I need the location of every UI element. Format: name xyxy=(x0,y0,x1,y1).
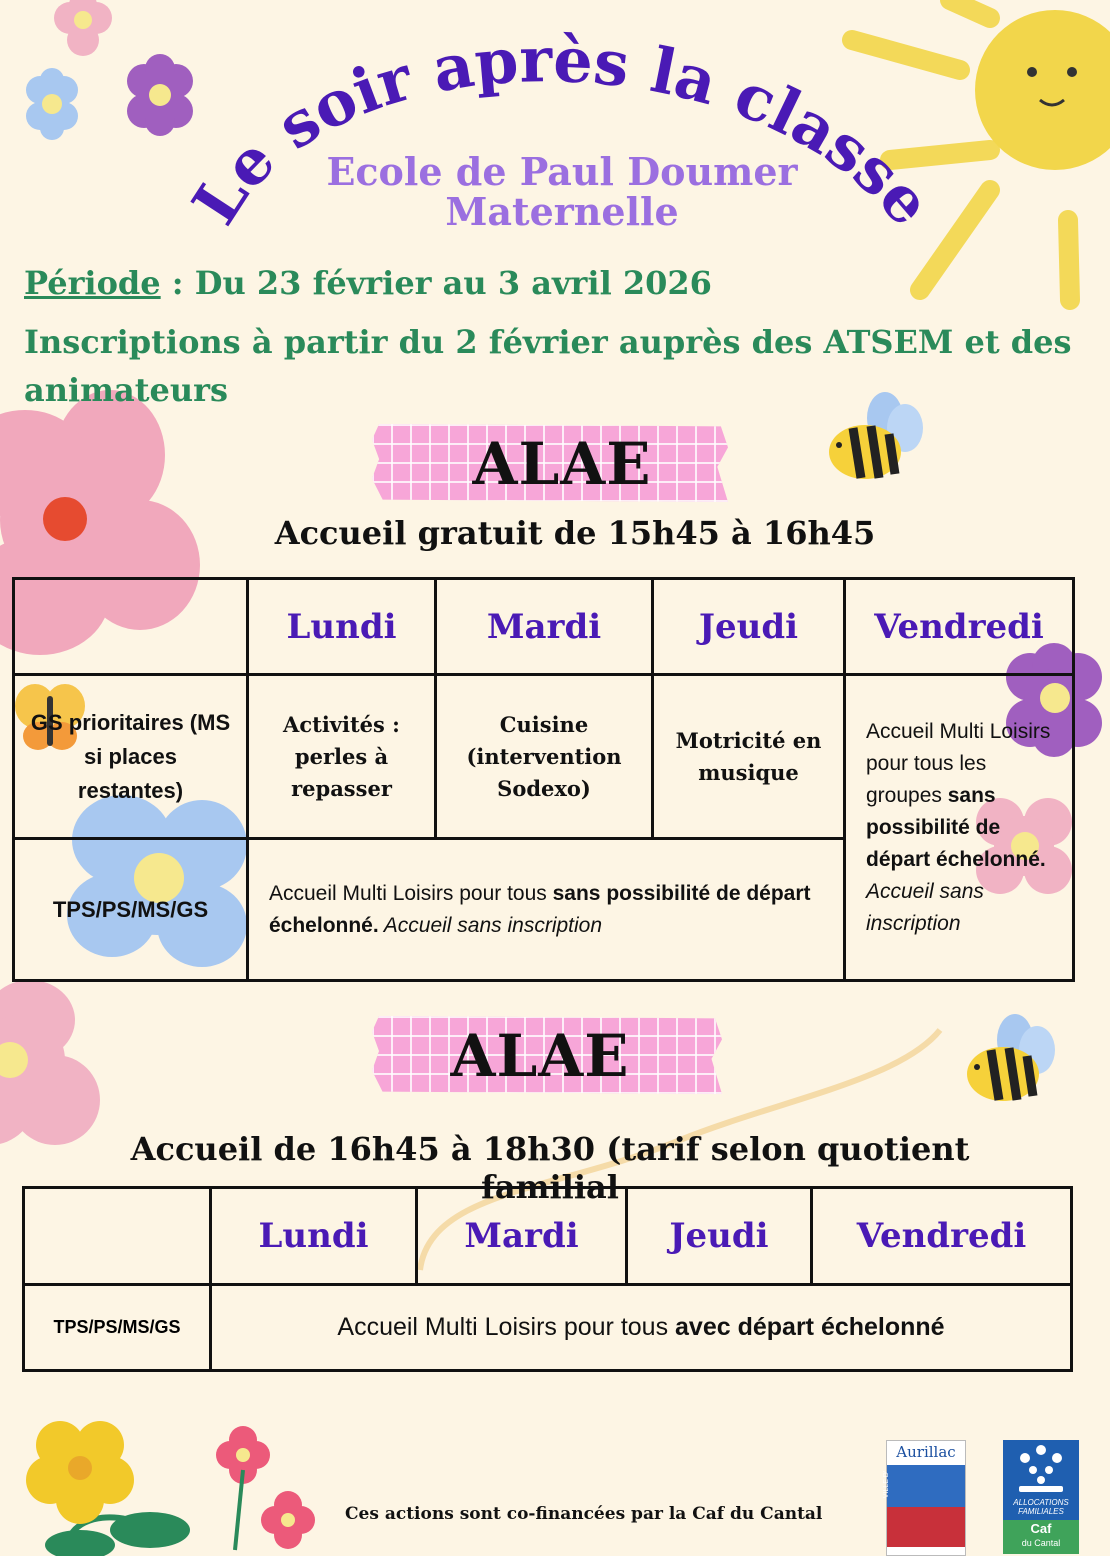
row-activity-2-bold: avec départ échelonné xyxy=(675,1313,945,1341)
section2-title: ALAE xyxy=(450,1022,630,1090)
day-header-lundi-2: Lundi xyxy=(211,1188,417,1285)
day-header-jeudi: Jeudi xyxy=(653,579,845,675)
caf-logo-line3: Caf xyxy=(1030,1521,1052,1536)
aurillac-logo xyxy=(883,1440,966,1556)
row2-text xyxy=(249,878,843,942)
row-label-gs-prioritaires xyxy=(14,675,248,839)
day-header-jeudi-2: Jeudi xyxy=(627,1188,812,1285)
vendredi-text xyxy=(846,716,1072,940)
period-label: Période xyxy=(24,264,161,302)
flower-pink-left-lower xyxy=(0,980,100,1150)
caf-logo xyxy=(1003,1440,1079,1554)
school-name xyxy=(262,149,862,234)
activity-jeudi xyxy=(653,675,845,839)
caf-logo-line1: ALLOCATIONS xyxy=(1013,1498,1069,1507)
row-label-tps-2: TPS/PS/MS/GS xyxy=(24,1285,211,1371)
schedule-table-2 xyxy=(22,1186,1073,1372)
vendredi-text-bold: sans possibilité de départ échelonné. xyxy=(866,783,1046,871)
row-activity-2-text: Accueil Multi Loisirs pour tous xyxy=(337,1313,676,1341)
school-name-line1: Ecole de Paul Doumer xyxy=(326,149,798,194)
row2-text-italic: Accueil sans inscription xyxy=(378,913,603,937)
row-label-gs-text: GS prioritaires (MS si places restantes) xyxy=(30,709,231,803)
row2-activity xyxy=(248,839,845,981)
activity-jeudi-text: Motricité en musique xyxy=(675,727,822,785)
caf-logo-line4: du Cantal xyxy=(1021,1538,1061,1548)
caf-logo-green-band xyxy=(1003,1520,1079,1554)
row2-text-a: Accueil Multi Loisirs pour tous xyxy=(269,881,553,905)
activity-vendredi xyxy=(845,675,1074,981)
vendredi-text-a: Accueil Multi Loisirs pour tous les groupes xyxy=(866,719,1051,807)
header-empty-cell xyxy=(14,579,248,675)
flowers-bottom-left xyxy=(10,1410,330,1556)
activity-lundi xyxy=(248,675,436,839)
activity-mardi xyxy=(436,675,653,839)
activity-lundi-text: Activités : perles à repasser xyxy=(283,711,400,801)
aurillac-logo-side: VILLE D' xyxy=(883,1470,891,1499)
caf-logo-line2: FAMILIALES xyxy=(1018,1507,1064,1516)
day-header-vendredi-2: Vendredi xyxy=(812,1188,1072,1285)
day-header-mardi-2: Mardi xyxy=(417,1188,627,1285)
aurillac-logo-sky xyxy=(887,1465,965,1507)
bee-illustration-2 xyxy=(965,1012,1070,1107)
section2-hours: Accueil de 16h45 à 18h30 (tarif selon quotient familial xyxy=(130,1130,970,1206)
inscriptions-text: Inscriptions à partir du 2 février auprès des ATSEM et des animateurs xyxy=(24,323,1072,409)
caf-family-icon xyxy=(1003,1440,1079,1498)
page-title: Le soir après la classe xyxy=(178,23,946,240)
period-line xyxy=(24,264,712,302)
row2-text-bold: sans possibilité de départ échelonné. xyxy=(269,881,811,937)
day-header-lundi: Lundi xyxy=(248,579,436,675)
vendredi-text-italic: Accueil sans inscription xyxy=(866,879,984,935)
header-empty-cell-2 xyxy=(24,1188,211,1285)
row-label-tps: TPS/PS/MS/GS xyxy=(14,839,248,981)
day-header-vendredi: Vendredi xyxy=(845,579,1074,675)
activity-mardi-text: Cuisine (intervention Sodexo) xyxy=(466,711,622,801)
period-sep: : xyxy=(160,264,184,302)
section1-hours: Accueil gratuit de 15h45 à 16h45 xyxy=(274,514,876,552)
aurillac-logo-town xyxy=(887,1507,965,1547)
school-name-line2: Maternelle xyxy=(445,189,679,234)
section1-title: ALAE xyxy=(472,430,652,498)
schedule-table-1 xyxy=(12,577,1075,982)
aurillac-logo-bottom: CANTAL xyxy=(937,1549,961,1555)
row-activity-2 xyxy=(211,1285,1072,1371)
footer-funding-text: Ces actions sont co-financées par la Caf du Cantal xyxy=(345,1504,823,1524)
period-value: Du 23 février au 3 avril 2026 xyxy=(183,264,712,302)
day-header-mardi: Mardi xyxy=(436,579,653,675)
aurillac-logo-title: Aurillac xyxy=(896,1443,956,1461)
